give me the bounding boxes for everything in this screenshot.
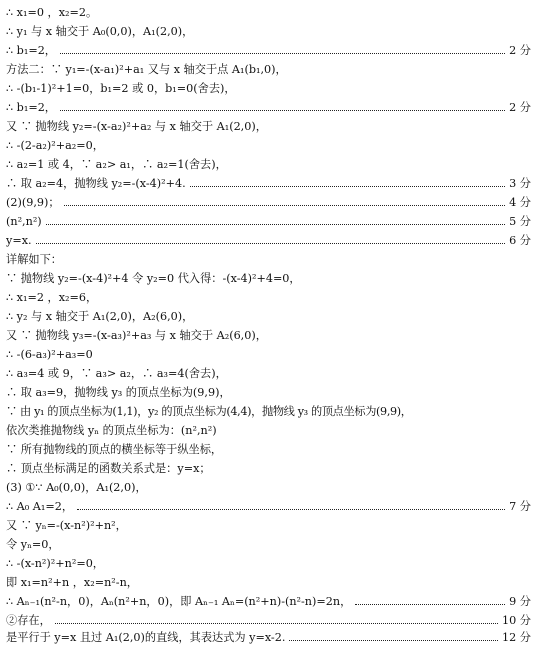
line-text: y=x. [6, 234, 32, 247]
line-text: ∴ -(x-n²)²+n²=0， [6, 557, 104, 570]
answer-line [6, 327, 531, 344]
line-text: ∴ b₁=2， [6, 101, 56, 114]
line-text: (n²,n²) [6, 215, 42, 228]
score-label: 5 分 [509, 215, 531, 228]
answer-line [6, 308, 531, 325]
line-text: ∴ A₀ A₁=2， [6, 500, 74, 513]
line-text: 又 ∵ 抛物线 y₂=-(x-a₂)²+a₂ 与 x 轴交于 A₁(2,0)， [6, 120, 267, 133]
line-text: ∴ a₃=4 或 9，∵ a₃> a₂，∴ a₃=4(舍去)， [6, 367, 227, 380]
dot-leader [355, 593, 505, 605]
answer-line [6, 232, 531, 249]
dot-leader [60, 42, 505, 54]
answer-line [6, 4, 531, 21]
answer-line [6, 593, 531, 610]
score-label: 2 分 [509, 44, 531, 57]
line-text: (3) ①∵ A₀(0,0)，A₁(2,0)， [6, 481, 147, 494]
line-text: ∴ -(b₁-1)²+1=0，b₁=2 或 0，b₁=0(舍去)， [6, 82, 236, 95]
score-label: 9 分 [509, 595, 531, 608]
line-text: (2)(9,9)； [6, 196, 60, 209]
dot-leader [77, 498, 505, 510]
line-text: ∵ 抛物线 y₂=-(x-4)²+4 令 y₂=0 代入得：-(x-4)²+4=0， [6, 272, 301, 285]
answer-line [6, 118, 531, 135]
answer-line [6, 289, 531, 306]
answer-line [6, 80, 531, 97]
dot-leader [289, 629, 498, 641]
line-text: 详解如下： [6, 253, 62, 266]
answer-line [6, 403, 531, 420]
answer-line [6, 175, 531, 192]
line-text: 是平行于 y=x 且过 A₁(2,0)的直线，其表达式为 y=x-2. [6, 631, 286, 644]
answer-line [6, 479, 531, 496]
answer-line [6, 365, 531, 382]
line-text: ∴ 顶点坐标满足的函数关系式是：y=x； [6, 462, 211, 475]
dot-leader [64, 194, 506, 206]
line-text: 依次类推抛物线 yₙ 的顶点坐标为：(n²,n²) [6, 424, 217, 437]
answer-line [6, 251, 531, 268]
score-label: 2 分 [509, 101, 531, 114]
score-label: 6 分 [509, 234, 531, 247]
answer-line [6, 384, 531, 401]
answer-line [6, 629, 531, 646]
answer-line [6, 422, 531, 439]
line-text: 方法二：∵ y₁=-(x-a₁)²+a₁ 又与 x 轴交于点 A₁(b₁,0)， [6, 63, 287, 76]
score-label: 4 分 [509, 196, 531, 209]
score-label: 3 分 [509, 177, 531, 190]
line-text: ∴ y₁ 与 x 轴交于 A₀(0,0)，A₁(2,0)， [6, 25, 194, 38]
dot-leader [55, 612, 498, 624]
answer-line [6, 517, 531, 534]
line-text: ∴ Aₙ₋₁(n²-n，0)，Aₙ(n²+n，0)，即 Aₙ₋₁ Aₙ=(n²+n)-(n²-n)=2n， [6, 595, 352, 608]
line-text: ∵ 所有抛物线的顶点的横坐标等于纵坐标， [6, 443, 223, 456]
answer-line [6, 156, 531, 173]
dot-leader [36, 232, 506, 244]
answer-line [6, 42, 531, 59]
line-text: 即 x₁=n²+n ，x₂=n²-n， [6, 576, 138, 589]
line-text: 又 ∵ yₙ=-(x-n²)²+n²， [6, 519, 127, 532]
answer-line [6, 23, 531, 40]
answer-line [6, 346, 531, 363]
answer-line [6, 498, 531, 515]
line-text: 令 yₙ=0， [6, 538, 60, 551]
dot-leader [46, 213, 505, 225]
line-text: ∴ x₁=0 ，x₂=2。 [6, 6, 98, 19]
dot-leader [190, 175, 505, 187]
line-text: ∴ x₁=2 ，x₂=6， [6, 291, 98, 304]
answer-line [6, 555, 531, 572]
line-text: ∴ -(2-a₂)²+a₂=0， [6, 139, 104, 152]
line-text: ②存在， [6, 614, 51, 627]
score-label: 7 分 [509, 500, 531, 513]
answer-line [6, 99, 531, 116]
score-label: 12 分 [502, 631, 531, 644]
line-text: ∴ 取 a₂=4，抛物线 y₂=-(x-4)²+4. [6, 177, 186, 190]
line-text: ∴ b₁=2， [6, 44, 56, 57]
line-text: ∴ y₂ 与 x 轴交于 A₁(2,0)，A₂(6,0)， [6, 310, 194, 323]
score-label: 10 分 [502, 614, 531, 627]
line-text: ∴ a₂=1 或 4，∵ a₂> a₁，∴ a₂=1(舍去)， [6, 158, 227, 171]
answer-line [6, 441, 531, 458]
answer-line [6, 574, 531, 591]
line-text: ∴ -(6-a₃)²+a₃=0 [6, 348, 93, 361]
answer-line [6, 460, 531, 477]
line-text: 又 ∵ 抛物线 y₃=-(x-a₃)²+a₃ 与 x 轴交于 A₂(6,0)， [6, 329, 267, 342]
answer-line [6, 612, 531, 629]
answer-line [6, 61, 531, 78]
line-text: ∵ 由 y₁ 的顶点坐标为(1,1)，y₂ 的顶点坐标为(4,4)，抛物线 y₃ 的顶点坐标为(9,9)， [6, 405, 412, 418]
dot-leader [60, 99, 505, 111]
answer-line [6, 536, 531, 553]
answer-line [6, 137, 531, 154]
answer-line [6, 270, 531, 287]
answer-line [6, 194, 531, 211]
answer-line [6, 213, 531, 230]
line-text: ∴ 取 a₃=9，抛物线 y₃ 的顶点坐标为(9,9)， [6, 386, 231, 399]
